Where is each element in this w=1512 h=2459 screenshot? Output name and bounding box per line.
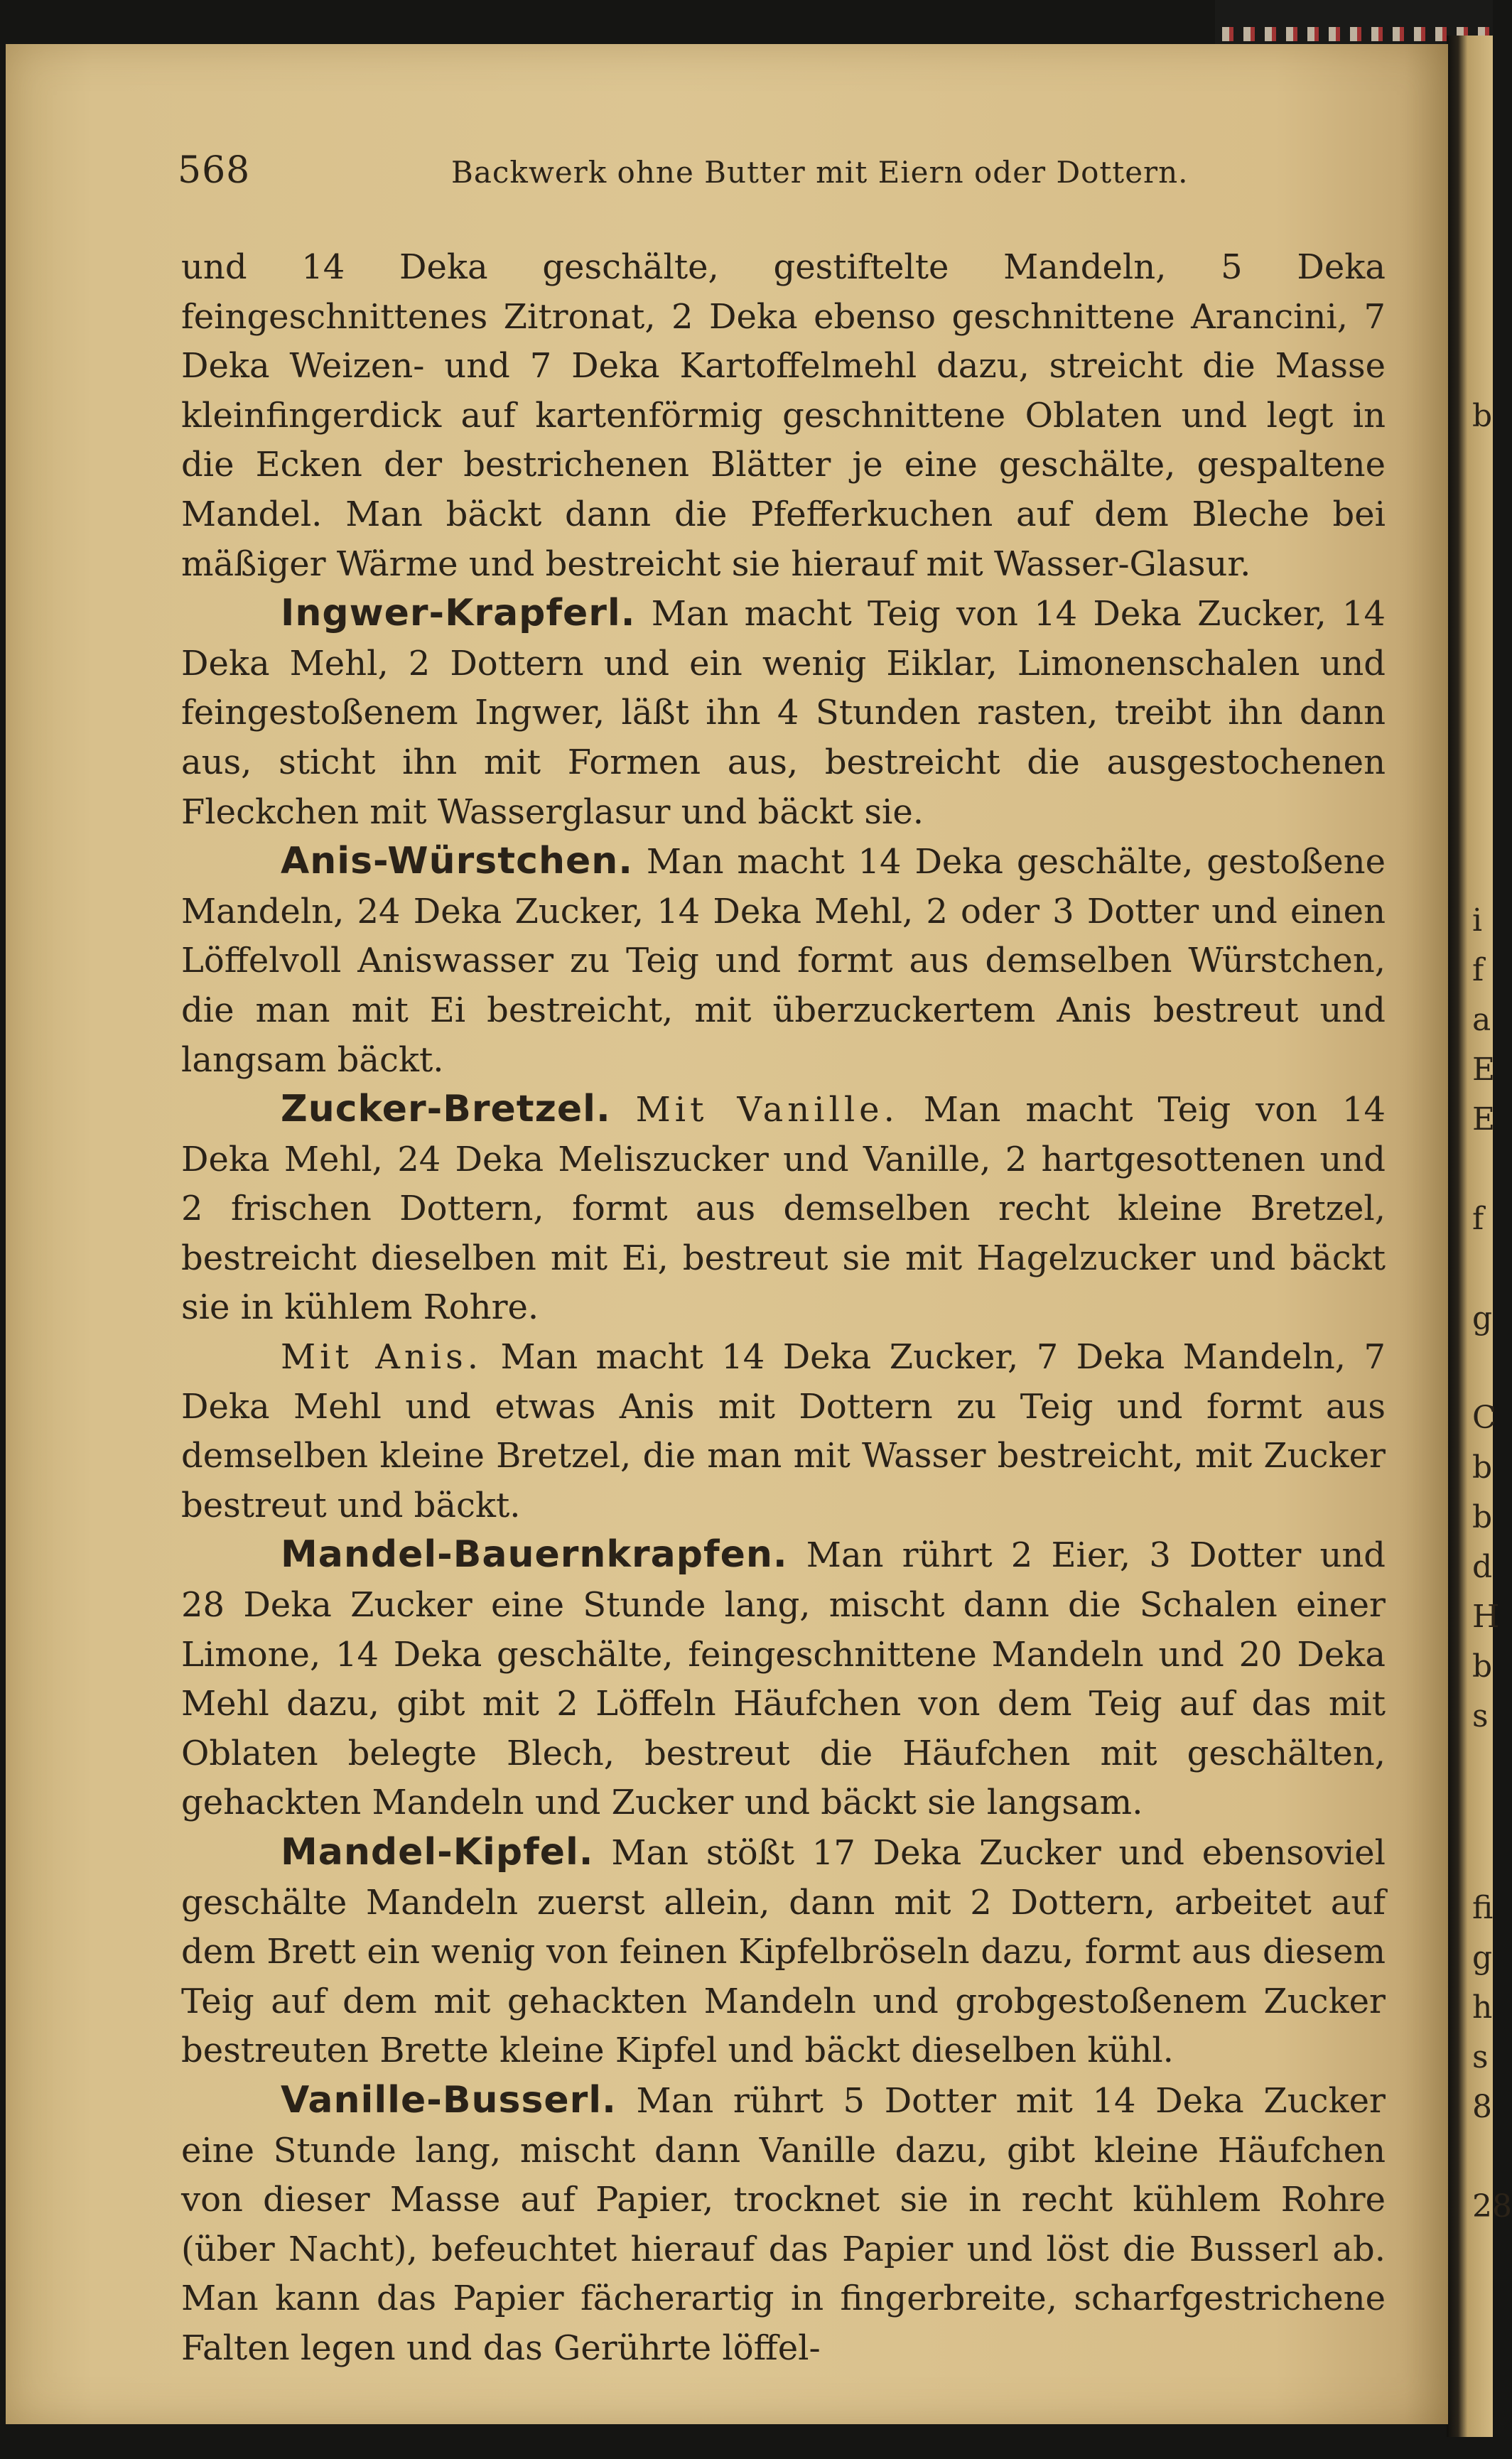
next-page-fragment: i bbox=[1472, 902, 1483, 939]
next-page-fragment: g bbox=[1472, 1940, 1493, 1976]
paragraph-text: Man macht 14 Deka Zucker, 7 Deka Mandeln, 7 Deka Mehl und etwas Anis mit Dottern zu Teig und formt aus demselben kleine Bretzel, die man mit Wasser bestreicht, mit Zucker bestreut und bäckt. bbox=[181, 1337, 1386, 1525]
recipe-heading: Mandel-Kipfel. bbox=[281, 1831, 594, 1874]
recipe-variant: Mit Anis. bbox=[281, 1337, 483, 1378]
next-page-fragment: f bbox=[1472, 1201, 1484, 1237]
recipe-heading: Mandel-Bauernkrapfen. bbox=[281, 1533, 788, 1577]
next-page-fragment: s bbox=[1472, 1698, 1489, 1734]
next-page-fragment: f bbox=[1472, 952, 1484, 988]
paragraph-text: und 14 Deka geschälte, gestiftelte Mandeln, 5 Deka feingeschnittenes Zitronat, 2 Deka ebenso geschnittene Arancini, 7 Deka Weizen- und 7 Deka Kartoffelmehl dazu, streicht die Masse kleinfingerdick auf kartenförmig geschnittene Oblaten und legt in die Ecken der bestrichenen Blätter je eine geschälte, gespaltene Mandel. Man bäckt dann die Pfefferkuchen auf dem Bleche bei mäßiger Wärme und bestreicht sie hierauf mit Wasser-Glasur. bbox=[181, 247, 1386, 584]
next-page-fragment: fi bbox=[1472, 1890, 1494, 1926]
paragraph-continuation bbox=[181, 243, 1386, 589]
next-page-fragment: d bbox=[1472, 1549, 1493, 1585]
next-page-fragment: h bbox=[1472, 1989, 1493, 2026]
recipe-ingwer-krapferl bbox=[181, 589, 1386, 837]
next-page-fragment: s bbox=[1472, 2039, 1489, 2075]
next-page-fragment: E bbox=[1472, 1052, 1496, 1088]
next-page-fragment: b bbox=[1472, 1449, 1493, 1486]
recipe-heading: Anis-Würstchen. bbox=[281, 840, 633, 883]
next-page-fragment: b bbox=[1472, 1499, 1493, 1535]
recipe-mandel-bauernkrapfen bbox=[181, 1530, 1386, 1828]
paragraph-text: Man stößt 17 Deka Zucker und ebensoviel geschälte Mandeln zuerst allein, dann mit 2 Dottern, arbeitet auf dem Brett ein wenig von feinen Kipfelbröseln dazu, formt aus diesem Teig auf dem mit gehackten Mandeln und grobgestoßenem Zucker bestreuten Brette kleine Kipfel und bäckt dieselben kühl. bbox=[181, 1833, 1386, 2071]
paragraph-text: Man macht Teig von 14 Deka Mehl, 24 Deka Meliszucker und Vanille, 2 hartgesottenen und 2 frischen Dottern, formt aus demselben recht kleine Bretzel, bestreicht dieselben mit Ei, bestreut sie mit Hagelzucker und bäckt sie in kühlem Rohre. bbox=[181, 1090, 1386, 1328]
next-page-fragment: g bbox=[1472, 1300, 1493, 1336]
paragraph-text: Man macht 14 Deka geschälte, gestoßene Mandeln, 24 Deka Zucker, 14 Deka Mehl, 2 oder 3 Dotter und einen Löffelvoll Aniswasser zu Teig und formt aus demselben Würstchen, die man mit Ei bestreicht, mit überzuckertem Anis bestreut und langsam bäckt. bbox=[181, 842, 1386, 1080]
next-page-fragment: b bbox=[1472, 398, 1493, 434]
next-page-fragment: b bbox=[1472, 1648, 1493, 1685]
paragraph-text: Man rührt 5 Dotter mit 14 Deka Zucker eine Stunde lang, mischt dann Vanille dazu, gibt kleine Häufchen von dieser Masse auf Papier, trocknet sie in recht kühlem Rohre (über Nacht), befeuchtet hierauf das Papier und löst die Busserl ab. Man kann das Papier fächerartig in fingerbreite, scharfgestrichene Falten legen und das Gerührte löffel- bbox=[181, 2080, 1386, 2368]
running-header bbox=[178, 149, 1386, 192]
recipe-variant: Mit Vanille. bbox=[635, 1090, 899, 1130]
body-text bbox=[181, 243, 1386, 2374]
recipe-heading: Vanille-Busserl. bbox=[281, 2078, 617, 2122]
recipe-vanille-busserl bbox=[181, 2076, 1386, 2374]
next-page-fragment: 8 bbox=[1472, 2089, 1492, 2125]
next-page-fragment: H bbox=[1472, 1599, 1500, 1635]
recipe-anis-wuerstchen bbox=[181, 837, 1386, 1085]
recipe-heading: Ingwer-Krapferl. bbox=[281, 592, 636, 635]
paragraph-text: Man rührt 2 Eier, 3 Dotter und 28 Deka Zucker eine Stunde lang, mischt dann die Schalen einer Limone, 14 Deka geschälte, feingeschnittene Mandeln und 20 Deka Mehl dazu, gibt mit 2 Löffeln Häufchen von dem Teig auf das mit Oblaten belegte Blech, bestreut die Häufchen mit geschälten, gehackten Mandeln und Zucker und bäckt sie langsam. bbox=[181, 1535, 1386, 1823]
page-number: 568 bbox=[178, 149, 251, 192]
recipe-heading: Zucker-Bretzel. bbox=[281, 1088, 611, 1131]
next-page-fragment: C bbox=[1472, 1400, 1496, 1436]
recipe-zucker-bretzel bbox=[181, 1085, 1386, 1333]
next-page-fragment: 28 bbox=[1472, 2188, 1512, 2225]
recipe-variant-anis bbox=[181, 1333, 1386, 1530]
paragraph-text: Man macht Teig von 14 Deka Zucker, 14 Deka Mehl, 2 Dottern und ein wenig Eiklar, Limonenschalen und feingestoßenem Ingwer, läßt ihn 4 Stunden rasten, treibt ihn dann aus, sticht ihn mit Formen aus, bestreicht die ausgestochenen Fleckchen mit Wasserglasur und bäckt sie. bbox=[181, 594, 1386, 832]
recipe-mandel-kipfel bbox=[181, 1828, 1386, 2076]
next-page-fragment: E bbox=[1472, 1101, 1496, 1137]
running-title: Backwerk ohne Butter mit Eiern oder Dottern. bbox=[451, 155, 1189, 190]
next-page-fragment: a bbox=[1472, 1002, 1491, 1038]
